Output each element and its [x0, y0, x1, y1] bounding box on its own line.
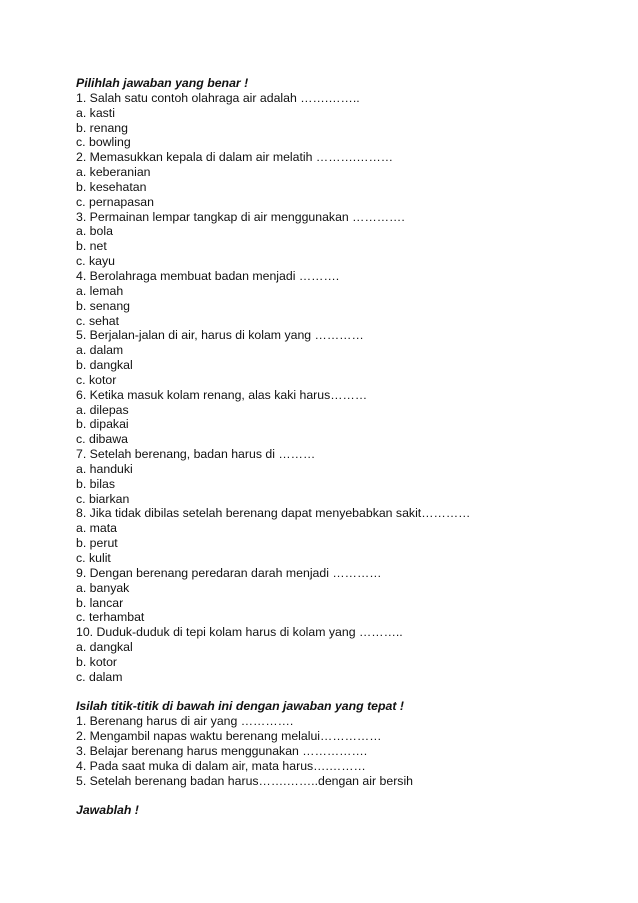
question-line: 2. Memasukkan kepala di dalam air melatih ……….………	[76, 150, 394, 165]
question-line: b. perut	[76, 536, 118, 551]
question-line: c. biarkan	[76, 491, 130, 506]
spacer	[76, 685, 616, 700]
question-line: c. pernapasan	[76, 194, 154, 209]
section-1-heading: Pilihlah jawaban yang benar !	[76, 76, 249, 90]
question-line: a. lemah	[76, 283, 124, 298]
question-line: 3. Permainan lempar tangkap di air menggunakan ………….	[76, 209, 405, 224]
fill-in-line: 4. Pada saat muka di dalam air, mata harus….………	[76, 758, 366, 773]
question-line: c. kulit	[76, 551, 111, 565]
question-line: b. renang	[76, 120, 128, 135]
section-3-heading: Jawablah !	[76, 803, 139, 818]
question-line: b. kesehatan	[76, 179, 147, 194]
question-line: 6. Ketika masuk kolam renang, alas kaki harus………	[76, 387, 368, 402]
question-line: c. kayu	[76, 254, 115, 269]
question-line: 7. Setelah berenang, badan harus di ………	[76, 447, 316, 462]
question-line: 8. Jika tidak dibilas setelah berenang dapat menyebabkan sakit…………	[76, 506, 471, 521]
question-line: a. dilepas	[76, 402, 129, 417]
question-line: a. dangkal	[76, 640, 133, 655]
question-line: 5. Berjalan-jalan di air, harus di kolam yang …………	[76, 328, 364, 343]
question-line: c. kotor	[76, 372, 117, 387]
question-line: b. dipakai	[76, 417, 129, 432]
question-line: b. bilas	[76, 476, 115, 491]
question-line: b. kotor	[76, 654, 118, 669]
question-line: a. banyak	[76, 580, 130, 595]
question-line: b. senang	[76, 298, 131, 313]
question-line: b. dangkal	[76, 358, 133, 373]
question-line: a. handuki	[76, 461, 133, 476]
question-line: b. net	[76, 239, 107, 254]
question-line: a. mata	[76, 521, 118, 536]
question-line: c. sehat	[76, 313, 120, 328]
question-line: a. keberanian	[76, 165, 151, 180]
question-line: b. lancar	[76, 595, 124, 610]
fill-in-line: 2. Mengambil napas waktu berenang melalui……………	[76, 729, 382, 744]
question-line: 1. Salah satu contoh olahraga air adalah …….……..	[76, 90, 360, 105]
question-line: c. dibawa	[76, 432, 128, 447]
fill-in-line: 1. Berenang harus di air yang ………….	[76, 714, 294, 729]
question-line: a. bola	[76, 224, 113, 239]
section-2-heading: Isilah titik-titik di bawah ini dengan jawaban yang tepat !	[76, 699, 404, 714]
spacer	[76, 789, 616, 804]
question-line: 4. Berolahraga membuat badan menjadi ……….	[76, 268, 340, 283]
question-line: a. kasti	[76, 105, 115, 120]
question-line: a. dalam	[76, 343, 124, 358]
multiple-choice-list	[76, 91, 616, 685]
worksheet-page	[76, 76, 616, 818]
question-line: c. dalam	[76, 669, 123, 684]
question-line: 9. Dengan berenang peredaran darah menjadi …………	[76, 565, 382, 580]
fill-in-line: 3. Belajar berenang harus menggunakan …………….	[76, 743, 368, 758]
question-line: 10. Duduk-duduk di tepi kolam harus di kolam yang ………..	[76, 625, 403, 640]
question-line: c. terhambat	[76, 610, 145, 625]
fill-in-line: 5. Setelah berenang badan harus…….……..dengan air bersih	[76, 773, 414, 788]
fill-in-list	[76, 714, 616, 788]
question-line: c. bowling	[76, 135, 131, 150]
